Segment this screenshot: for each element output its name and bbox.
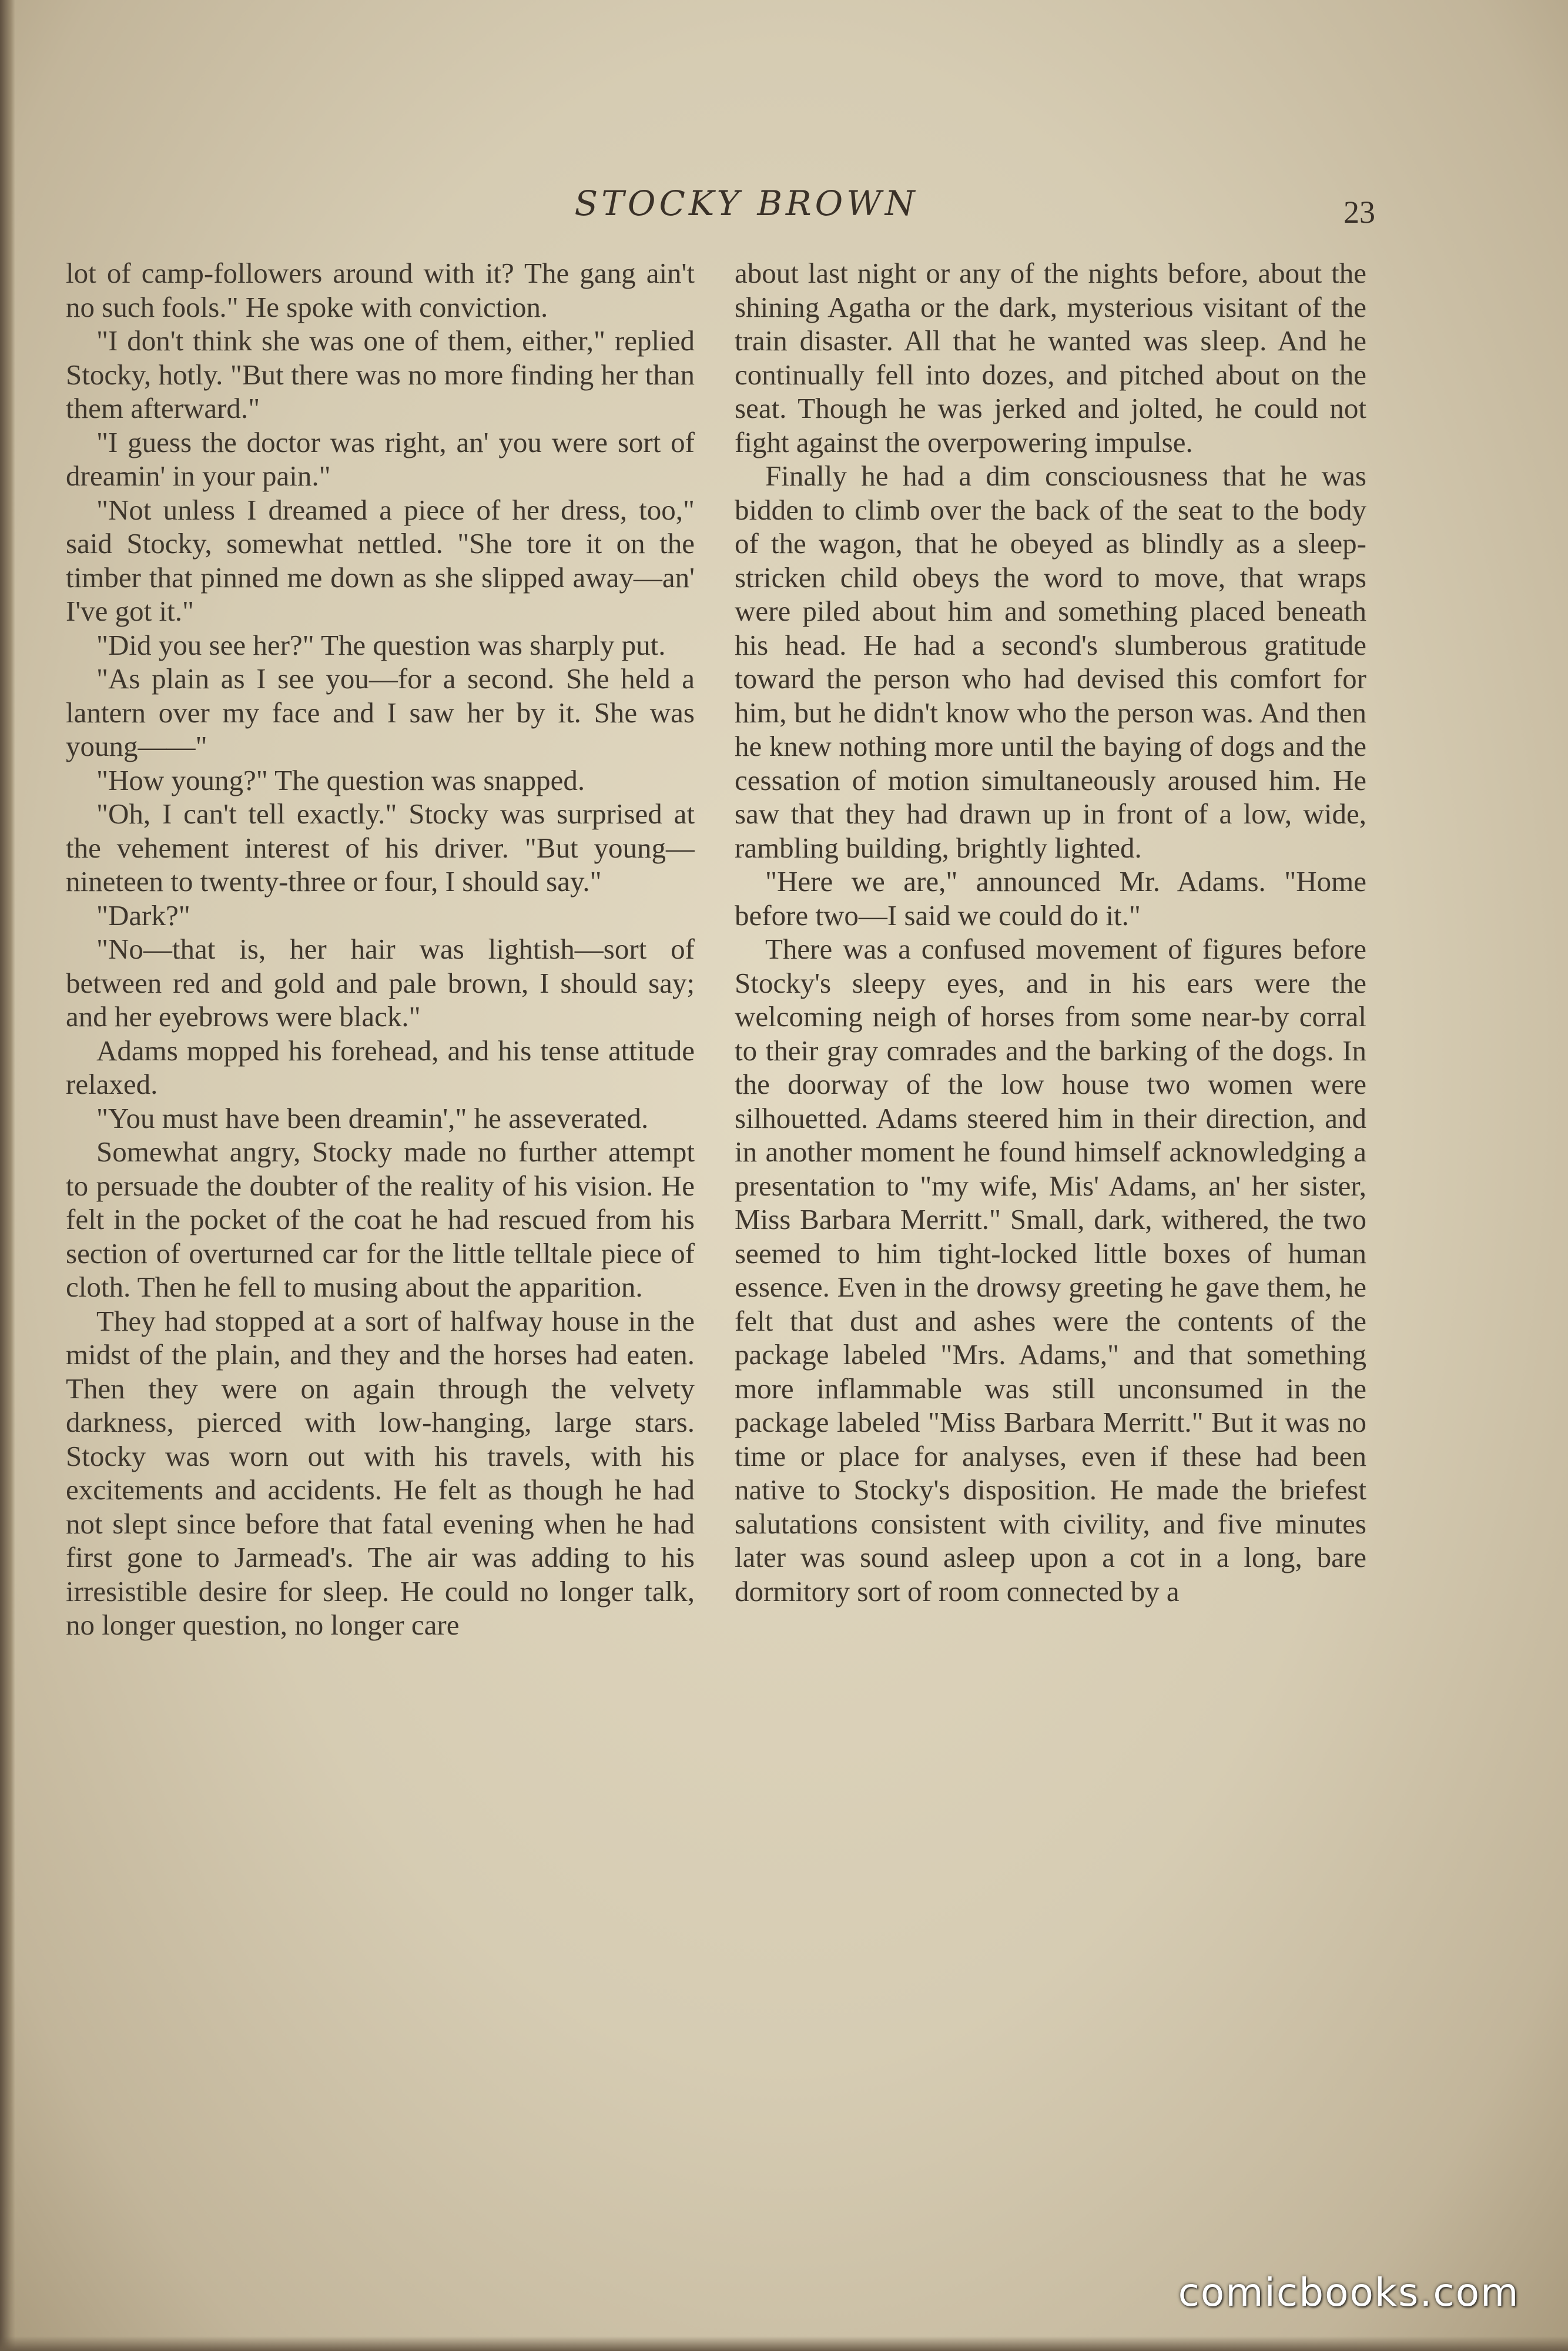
page-number: 23 xyxy=(1343,195,1375,230)
paragraph: Adams mopped his forehead, and his tense attitude relaxed. xyxy=(66,1034,695,1100)
paragraph: "You must have been dreamin'," he asseverated. xyxy=(96,1101,649,1134)
paragraph: "Dark?" xyxy=(96,899,190,932)
paragraph: "I don't think she was one of them, either," replied Stocky, hotly. "But there was no more finding her than them afterward." xyxy=(66,324,695,424)
paragraph: Somewhat angry, Stocky made no further attempt to persuade the doubter of the reality of his vision. He felt in the pocket of the coat he had rescued from his section of overturned car for the little telltale piece of cloth. Then he fell to musing about the apparition. xyxy=(66,1136,695,1303)
page-bottom-edge xyxy=(0,2336,1568,2351)
site-watermark: comicbooks.com xyxy=(1178,2270,1520,2315)
page-binding-edge xyxy=(0,0,15,2351)
paragraph: lot of camp-followers around with it? The gang ain't no such fools." He spoke with conviction. xyxy=(66,257,695,323)
paragraph: "Did you see her?" The question was sharply put. xyxy=(96,628,666,661)
paragraph: about last night or any of the nights before, about the shining Agatha or the dark, mysterious visitant of the train disaster. All that he wanted was sleep. And he continually fell into dozes, and pitched about on the seat. Though he was jerked and jolted, he could not fight against the overpowering impulse. xyxy=(735,257,1366,458)
paragraph: There was a confused movement of figures before Stocky's sleepy eyes, and in his ears were the welcoming neigh of horses from some near-by corral to their gray comrades and the barking of the dogs. In the doorway of the low house two women were silhouetted. Adams steered him in their direction, and in another moment he found himself acknowledging a presentation to "my wife, Mis' Adams, an' her sister, Miss Barbara Merritt." Small, dark, withered, the two seemed to him tight-locked little boxes of human essence. Even in the drowsy greeting he gave them, he felt that dust and ashes were the contents of the package labeled "Mrs. Adams," and that something more inflammable was still unconsumed in the package labeled "Miss Barbara Merritt." But it was no time or place for analyses, even if these had been native to Stocky's disposition. He made the briefest salutations consistent with civility, and five minutes later was sound asleep upon a cot in a long, bare dormitory sort of room connected by a xyxy=(735,933,1366,1607)
paragraph: "Oh, I can't tell exactly." Stocky was surprised at the vehement interest of his driver. "But young—nineteen to twenty-three or four, I should say." xyxy=(66,798,695,897)
text-column-left xyxy=(66,256,695,2149)
paragraph: Finally he had a dim consciousness that he was bidden to climb over the back of the seat to the body of the wagon, that he obeyed as blindly as a sleep-stricken child obeys the word to move, that wraps were piled about him and something placed beneath his head. He had a second's slumberous gratitude toward the person who had devised this comfort for him, but he didn't know who the person was. And then he knew nothing more until the baying of dogs and the cessation of motion simultaneously aroused him. He saw that they had drawn up in front of a low, wide, rambling building, brightly lighted. xyxy=(735,460,1366,864)
paragraph: "No—that is, her hair was lightish—sort of between red and gold and pale brown, I should say; and her eyebrows were black." xyxy=(66,933,695,1033)
running-title: STOCKY BROWN xyxy=(574,183,919,223)
paragraph: "As plain as I see you—for a second. She held a lantern over my face and I saw her by it. She was young——" xyxy=(66,662,695,762)
paragraph: "Not unless I dreamed a piece of her dress, too," said Stocky, somewhat nettled. "She tore it on the timber that pinned me down as she slipped away—an' I've got it." xyxy=(66,493,695,627)
text-column-right xyxy=(735,256,1366,2149)
paragraph: They had stopped at a sort of halfway house in the midst of the plain, and they and the horses had eaten. Then they were on again through the velvety darkness, pierced with low-hanging, large stars. Stocky was worn out with his travels, with his excitements and accidents. He felt as though he had not slept since before that fatal evening when he had first gone to Jarmead's. The air was adding to his irresistible desire for sleep. He could no longer talk, no longer question, no longer care xyxy=(66,1304,695,1641)
paragraph: "Here we are," announced Mr. Adams. "Home before two—I said we could do it." xyxy=(735,865,1366,932)
paragraph: "How young?" The question was snapped. xyxy=(96,763,585,796)
paragraph: "I guess the doctor was right, an' you were sort of dreamin' in your pain." xyxy=(66,426,695,492)
